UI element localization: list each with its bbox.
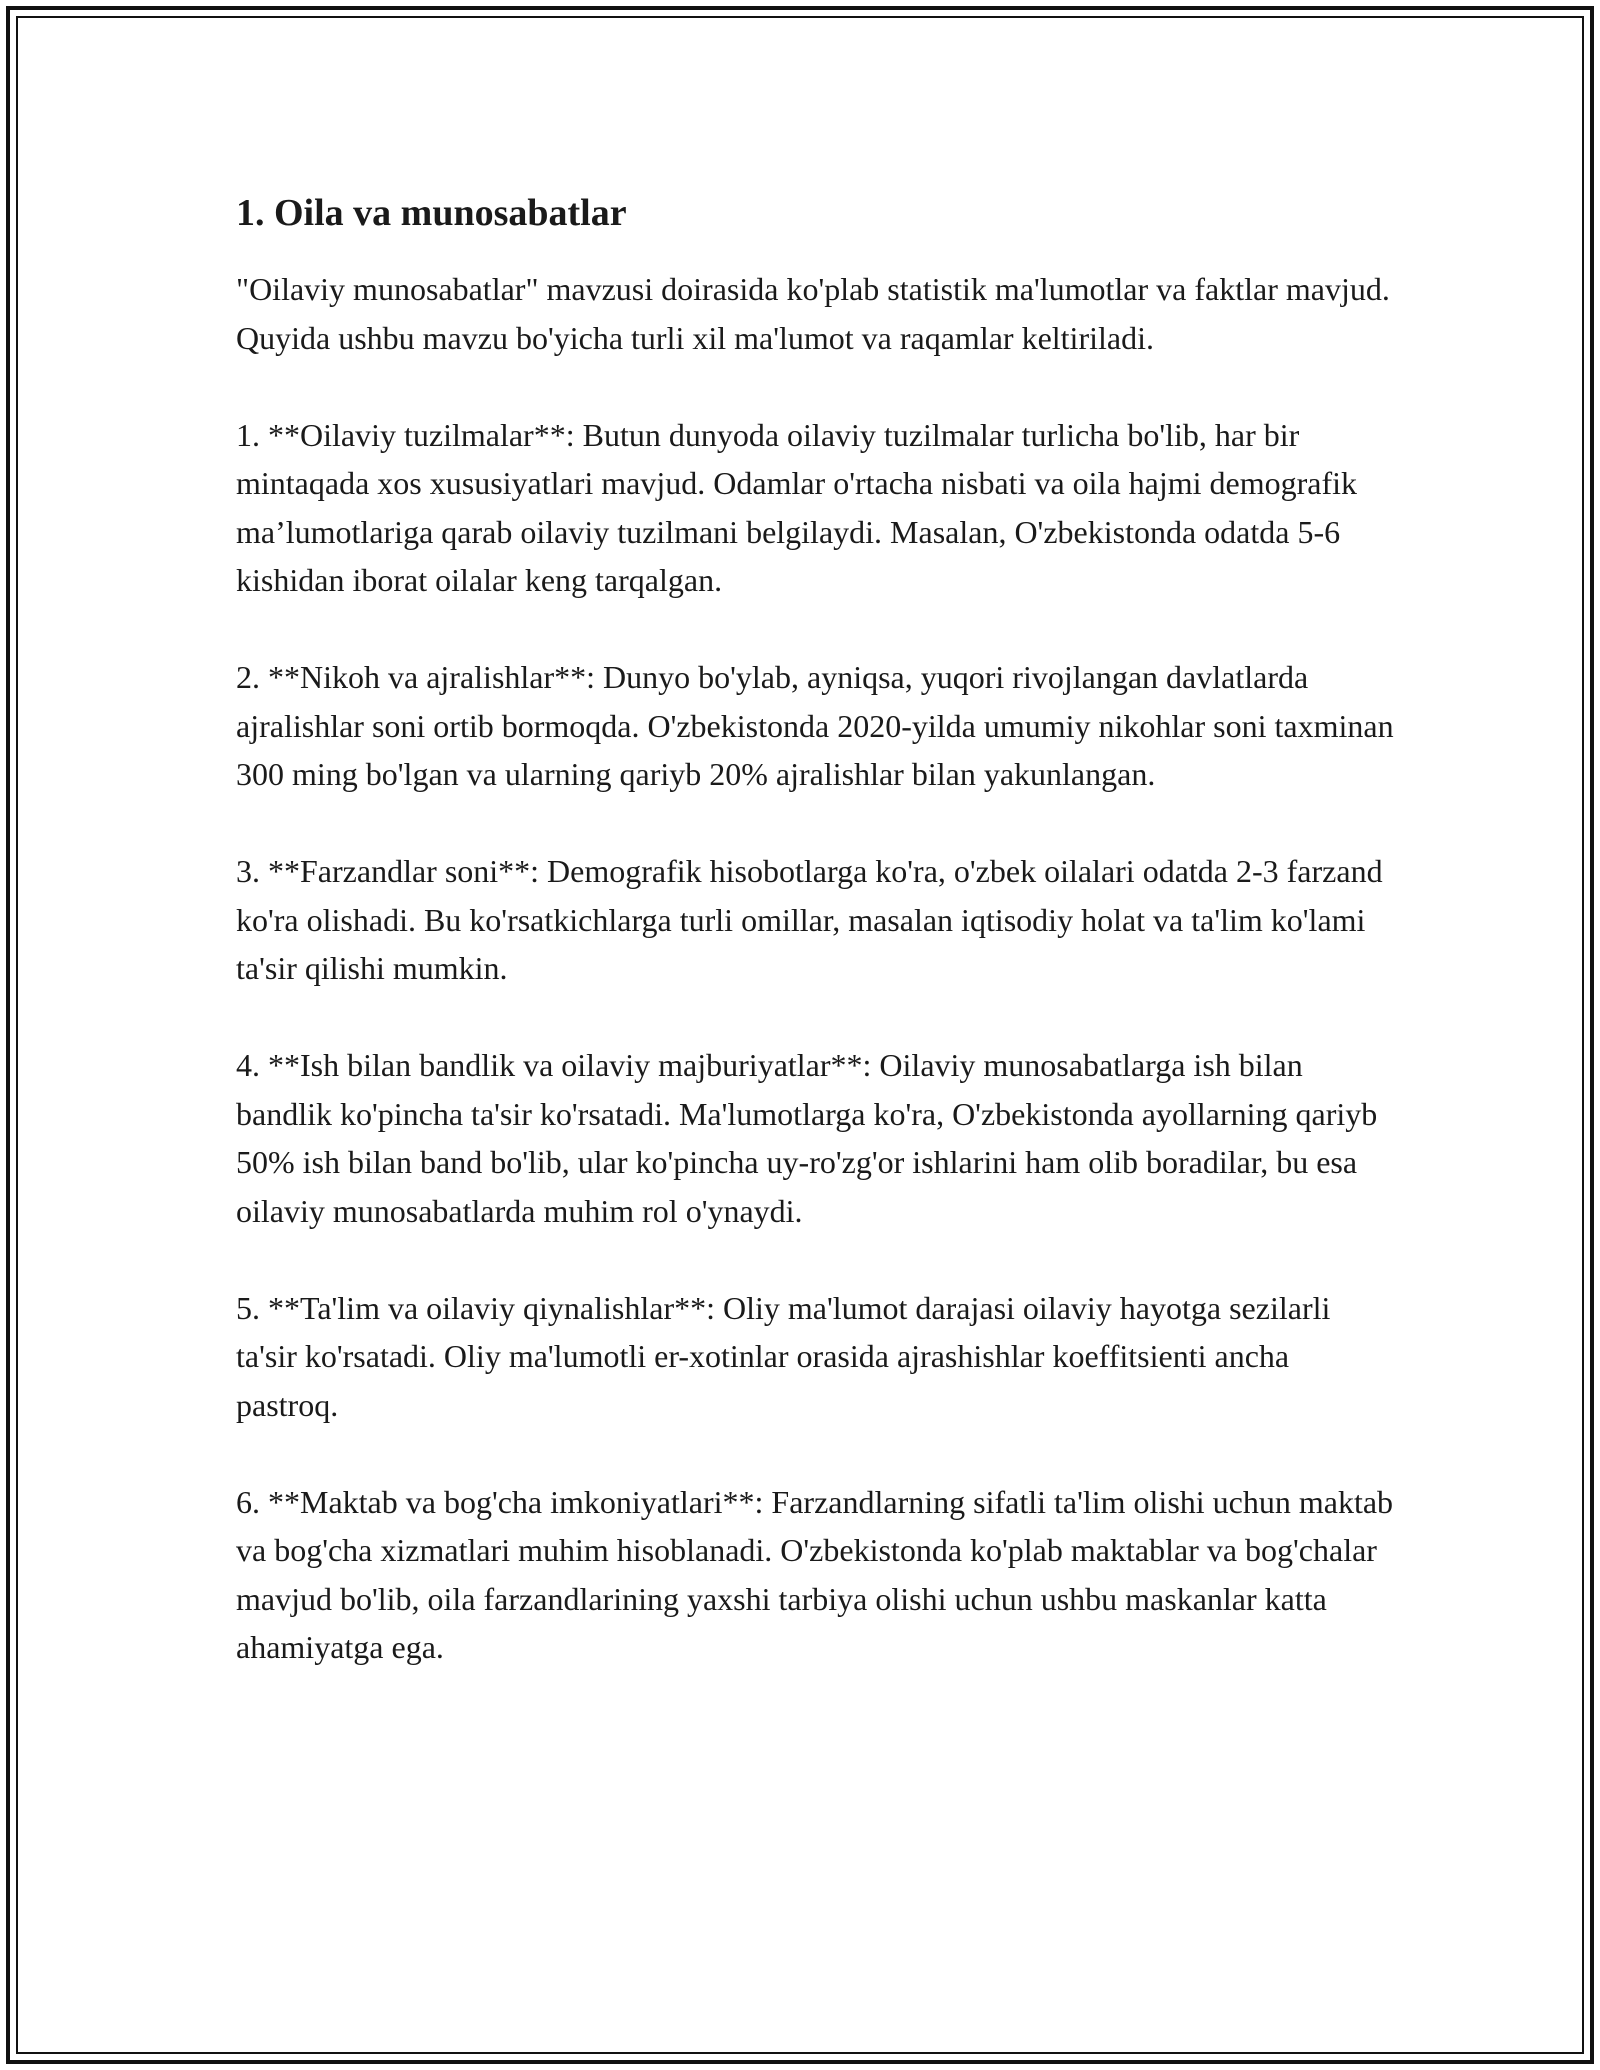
item-paragraph-maktab-va-bogcha: 6. **Maktab va bog'cha imkoniyatlari**: Farzandlarning sifatli ta'lim olishi uchun maktab va bog'cha xizmatlari muhim hisoblanadi. O'zbekistonda ko'plab maktablar va bog'chalar mavjud bo'lib, oila farzandlarining yaxshi tarbiya olishi uchun ushbu maskanlar katta ahamiyatga ega. bbox=[236, 1483, 1394, 1665]
item-paragraph-talim: 5. **Ta'lim va oilaviy qiynalishlar**: Oliy ma'lumot darajasi oilaviy hayotga sezilarli ta'sir ko'rsatadi. Oliy ma'lumotli er-xotinlar orasida ajrashishlar koeffitsienti ancha pastroq. bbox=[236, 1289, 1331, 1423]
document-body bbox=[236, 185, 1396, 1720]
intro-paragraph: "Oilaviy munosabatlar" mavzusi doirasida ko'plab statistik ma'lumotlar va faktlar mavjud. Quyida ushbu mavzu bo'yicha turli xil ma'lumot va raqamlar keltiriladi. bbox=[236, 271, 1390, 356]
item-paragraph-ish-bilan-bandlik: 4. **Ish bilan bandlik va oilaviy majburiyatlar**: Oilaviy munosabatlarga ish bilan bandlik ko'pincha ta'sir ko'rsatadi. Ma'lumotlarga ko'ra, O'zbekistonda ayollarning qariyb 50% ish bilan band bo'lib, ular ko'pincha uy-ro'zg'or ishlarini ham olib boradilar, bu esa oilaviy munosabatlarda muhim rol o'ynaydi. bbox=[236, 1047, 1378, 1229]
item-paragraph-farzandlar-soni: 3. **Farzandlar soni**: Demografik hisobotlarga ko'ra, o'zbek oilalari odatda 2-3 farzand ko'ra olishadi. Bu ko'rsatkichlarga turli omillar, masalan iqtisodiy holat va ta'lim ko'lami ta'sir qilishi mumkin. bbox=[236, 853, 1383, 986]
item-paragraph-oilaviy-tuzilmalar: 1. **Oilaviy tuzilmalar**: Butun dunyoda oilaviy tuzilmalar turlicha bo'lib, har bir mintaqada xos xususiyatlari mavjud. Odamlar o'rtacha nisbati va oila hajmi demografik ma’lumotlariga qarab oilaviy tuzilmani belgilaydi. Masalan, O'zbekistonda odatda 5-6 kishidan iborat oilalar keng tarqalgan. bbox=[236, 416, 1358, 598]
item-paragraph-nikoh-va-ajralishlar: 2. **Nikoh va ajralishlar**: Dunyo bo'ylab, ayniqsa, yuqori rivojlangan davlatlarda ajralishlar soni ortib bormoqda. O'zbekistonda 2020-yilda umumiy nikohlar soni taxminan 300 ming bo'lgan va ularning qariyb 20% ajralishlar bilan yakunlangan. bbox=[236, 659, 1394, 792]
section-title: 1. Oila va munosabatlar bbox=[236, 192, 627, 234]
